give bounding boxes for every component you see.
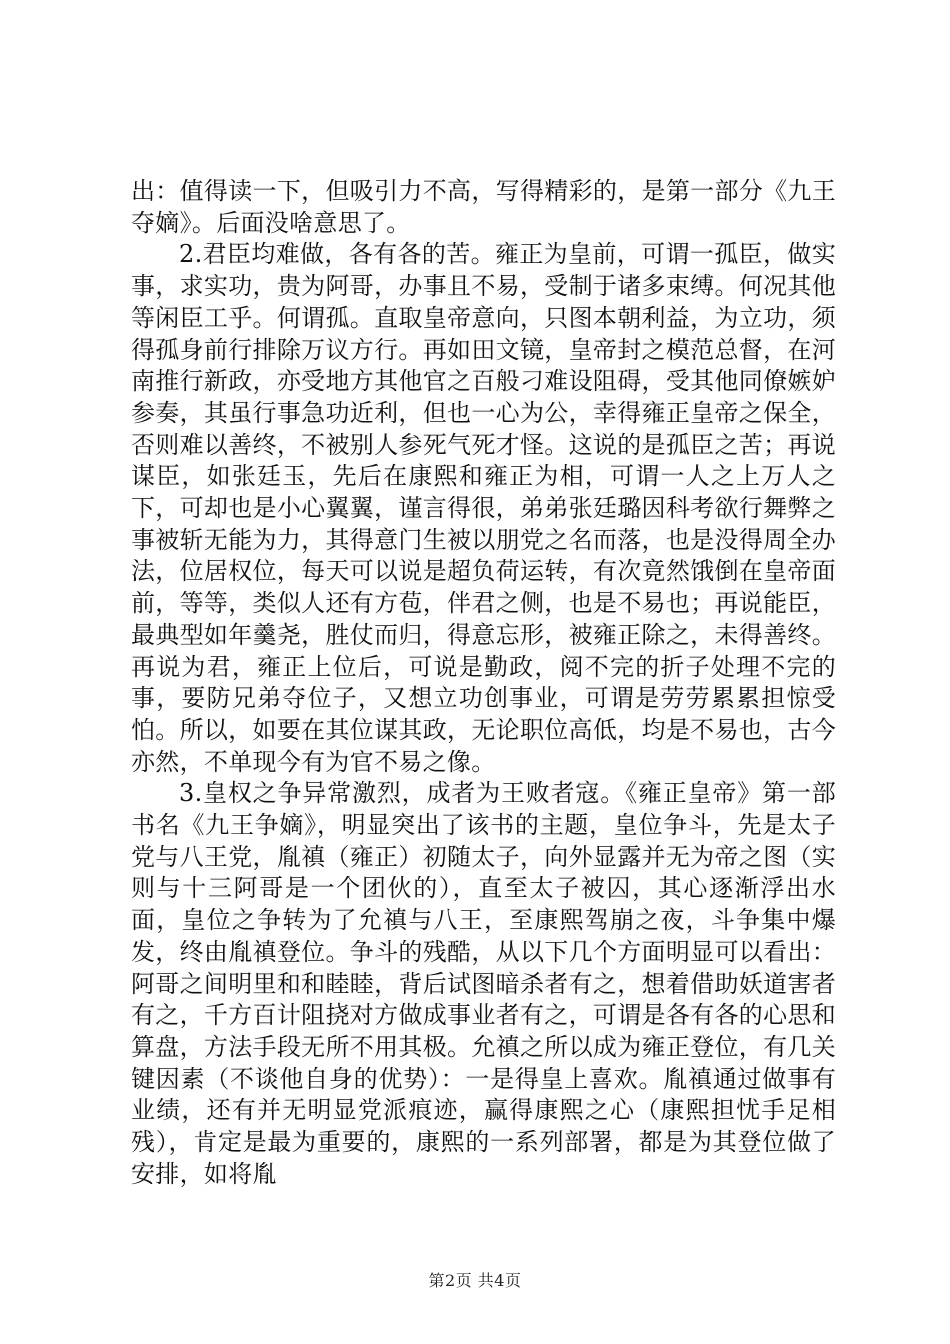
document-body — [131, 176, 836, 1191]
paragraph-point-2: 2.君臣均难做，各有各的苦。雍正为皇前，可谓一孤臣，做实事，求实功，贵为阿哥，办事且不易，受制于诸多束缚。何况其他等闲臣工乎。何谓孤。直取皇帝意向，只图本朝利益，为立功，须得孤身前行排除万议方行。再如田文镜，皇帝封之模范总督，在河南推行新政，亦受地方其他官之百般刁难设阻碍，受其他同僚嫉妒参奏，其虽行事急功近利，但也一心为公，幸得雍正皇帝之保全，否则难以善终，不被别人参死气死才怪。这说的是孤臣之苦；再说谋臣，如张廷玉，先后在康熙和雍正为相，可谓一人之上万人之下，可却也是小心翼翼，谨言得很，弟弟张廷璐因科考欲行舞弊之事被斩无能为力，其得意门生被以朋党之名而落，也是没得周全办法，位居权位，每天可以说是超负荷运转，有次竟然饿倒在皇帝面前，等等，类似人还有方苞，伴君之侧，也是不易也；再说能臣，最典型如年羹尧，胜仗而归，得意忘形，被雍正除之，未得善终。再说为君，雍正上位后，可说是勤政，阅不完的折子处理不完的事，要防兄弟夺位子，又想立功创事业，可谓是劳劳累累担惊受怕。所以，如要在其位谋其政，无论职位高低，均是不易也，古今亦然，不单现今有为官不易之像。 — [131, 240, 836, 776]
paragraph-continuation: 出：值得读一下，但吸引力不高，写得精彩的，是第一部分《九王夺嫡》。后面没啥意思了。 — [131, 177, 836, 237]
page-footer: 第2页 共4页 — [428, 1271, 522, 1290]
paragraph-point-3: 3.皇权之争异常激烈，成者为王败者寇。《雍正皇帝》第一部书名《九王争嫡》，明显突出了该书的主题，皇位争斗，先是太子党与八王党，胤禛（雍正）初随太子，向外显露并无为帝之图（实则与十三阿哥是一个团伙的），直至太子被囚，其心逐渐浮出水面，皇位之争转为了允禛与八王，至康熙驾崩之夜，斗争集中爆发，终由胤禛登位。争斗的残酷，从以下几个方面明显可以看出：阿哥之间明里和和睦睦，背后试图暗杀者有之，想着借助妖道害者有之，千方百计阻挠对方做成事业者有之，可谓是各有各的心思和算盘，方法手段无所不用其极。允禛之所以成为雍正登位，有几关键因素（不谈他自身的优势）：一是得皇上喜欢。胤禛通过做事有业绩，还有并无明显党派痕迹，赢得康熙之心（康熙担忧手足相残），肯定是最为重要的，康熙的一系列部署，都是为其登位做了安排，如将胤 — [131, 779, 836, 1188]
